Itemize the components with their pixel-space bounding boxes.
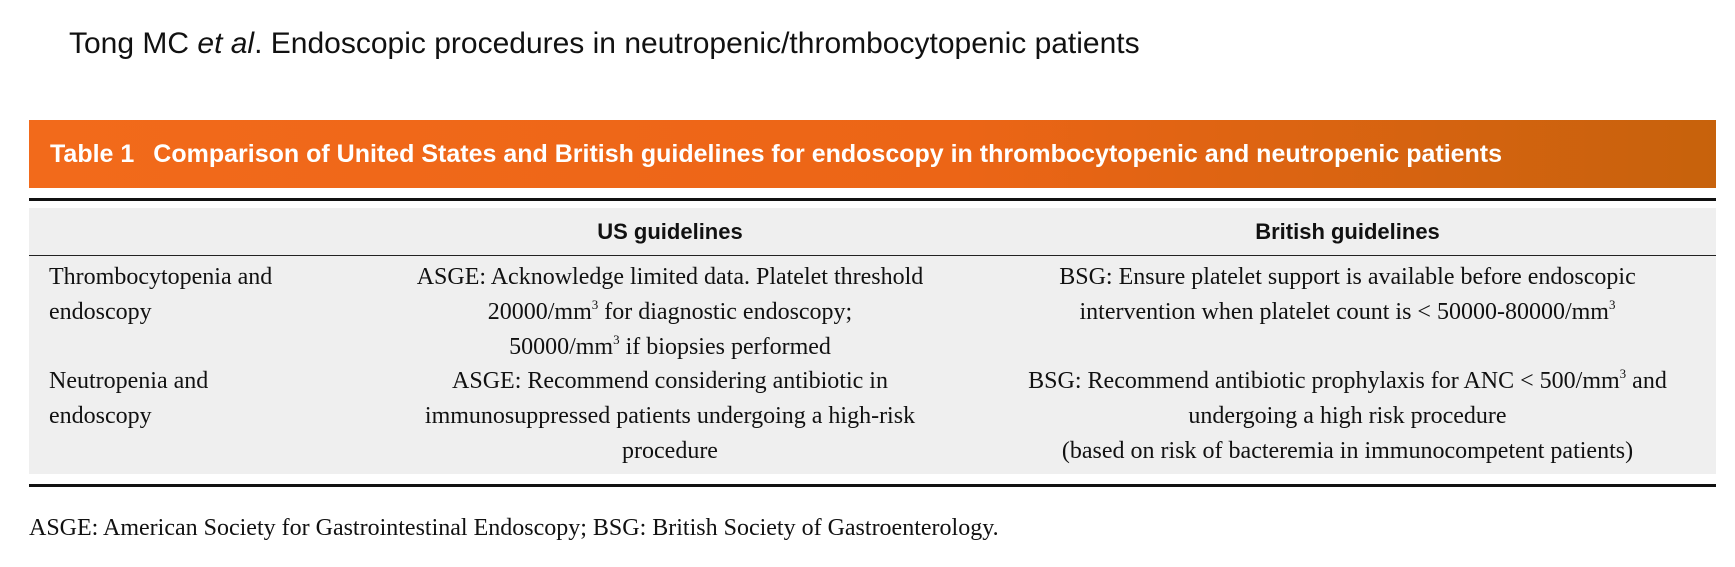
table-top-rule [29, 198, 1716, 201]
cell-line: immunosuppressed patients undergoing a high-risk [424, 403, 916, 429]
cell-line: undergoing a high risk procedure [1188, 403, 1507, 429]
table-caption-bar [29, 120, 1716, 188]
row-topic-thrombocytopenia [49, 260, 369, 330]
cell-british-neutropenia [985, 364, 1710, 469]
cell-line: BSG: Ensure platelet support is available before endoscopic [1059, 264, 1636, 290]
superscript: 3 [613, 332, 620, 347]
table-bottom-rule [29, 484, 1716, 487]
table-footnote: ASGE: American Society for Gastrointestinal Endoscopy; BSG: British Society of Gastroenterology. [29, 515, 999, 541]
column-header-us: US guidelines [597, 219, 743, 244]
cell-us-neutropenia [380, 364, 960, 469]
running-head-title: . Endoscopic procedures in neutropenic/thrombocytopenic patients [254, 27, 1140, 60]
running-head [69, 24, 1140, 64]
superscript: 3 [591, 297, 599, 312]
running-head-etal: et al [197, 27, 255, 60]
table-label: Table 1 [50, 140, 135, 168]
cell-line: ASGE: Acknowledge limited data. Platelet threshold [416, 264, 924, 290]
cell-line: (based on risk of bacteremia in immunocompetent patients) [1061, 438, 1634, 464]
topic-line: endoscopy [49, 403, 152, 429]
cell-line: procedure [622, 438, 718, 464]
superscript: 3 [1619, 366, 1627, 381]
cell-line: BSG: Recommend antibiotic prophylaxis for ANC < $500/mm^3$ and [1028, 366, 1667, 394]
cell-us-thrombocytopenia [380, 260, 960, 365]
cell-line: intervention when platelet count is < $50000-80000/mm^3$ [1079, 297, 1616, 325]
cell-line: $50000/mm^3$ if biopsies performed [509, 332, 831, 360]
cell-british-thrombocytopenia [985, 260, 1710, 330]
superscript: 3 [1608, 297, 1616, 312]
cell-line: $20000/mm^3$ for diagnostic endoscopy; [487, 297, 853, 325]
running-head-authors: Tong MC [69, 27, 190, 60]
table-caption-text: Comparison of United States and British guidelines for endoscopy in thrombocytopenic and neutropenic patients [153, 140, 1503, 168]
column-header-british: British guidelines [1255, 219, 1440, 244]
topic-line: Neutropenia and [49, 368, 209, 394]
header-rule [29, 255, 1716, 256]
topic-line: Thrombocytopenia and [49, 264, 273, 290]
cell-line: ASGE: Recommend considering antibiotic in [452, 368, 888, 394]
topic-line: endoscopy [49, 299, 152, 325]
row-topic-neutropenia [49, 364, 369, 434]
